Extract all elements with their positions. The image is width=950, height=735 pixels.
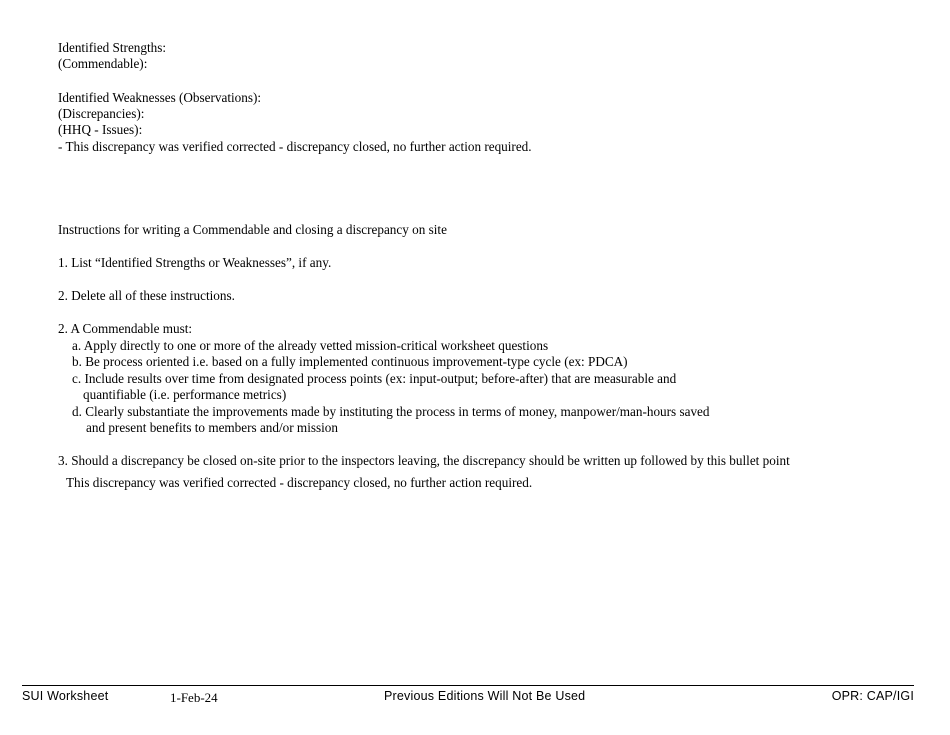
footer-form-name: SUI Worksheet bbox=[22, 689, 109, 703]
instruction-item-a: a. Apply directly to one or more of the already vetted mission-critical worksheet questions bbox=[72, 338, 549, 353]
instruction-item-b: b. Be process oriented i.e. based on a fully implemented continuous improvement-type cycle (ex: PDCA) bbox=[72, 354, 628, 369]
instruction-step-3: 3. Should a discrepancy be closed on-site prior to the inspectors leaving, the discrepancy should be written up followed by this bullet point bbox=[58, 453, 790, 468]
footer-opr: OPR: CAP/IGI bbox=[831, 689, 914, 703]
instruction-item-d-continued: and present benefits to members and/or mission bbox=[86, 420, 338, 435]
instruction-step-1: 1. List “Identified Strengths or Weaknesses”, if any. bbox=[58, 255, 332, 270]
footer-divider bbox=[22, 685, 914, 686]
strengths-heading: Identified Strengths: bbox=[58, 40, 167, 55]
instruction-step-2b: 2. A Commendable must: bbox=[58, 321, 193, 336]
instructions-title: Instructions for writing a Commendable and closing a discrepancy on site bbox=[58, 222, 447, 237]
weaknesses-heading: Identified Weaknesses (Observations): bbox=[58, 90, 262, 105]
instruction-step-2: 2. Delete all of these instructions. bbox=[58, 288, 235, 303]
footer-date: 1-Feb-24 bbox=[170, 690, 218, 705]
hhq-issues-label: (HHQ - Issues): bbox=[58, 122, 143, 137]
closed-note: - This discrepancy was verified corrected - discrepancy closed, no further action required. bbox=[58, 139, 532, 154]
footer-editions-note: Previous Editions Will Not Be Used bbox=[384, 689, 586, 703]
discrepancies-label: (Discrepancies): bbox=[58, 106, 145, 121]
instruction-item-d: d. Clearly substantiate the improvements made by instituting the process in terms of money, manpower/man-hours saved bbox=[72, 404, 710, 419]
instruction-bullet-text: This discrepancy was verified corrected - discrepancy closed, no further action required. bbox=[66, 475, 533, 490]
instruction-item-c-continued: quantifiable (i.e. performance metrics) bbox=[83, 387, 287, 402]
instruction-item-c: c. Include results over time from designated process points (ex: input-output; before-after) that are measurable and bbox=[72, 371, 677, 386]
commendable-label: (Commendable): bbox=[58, 56, 148, 71]
